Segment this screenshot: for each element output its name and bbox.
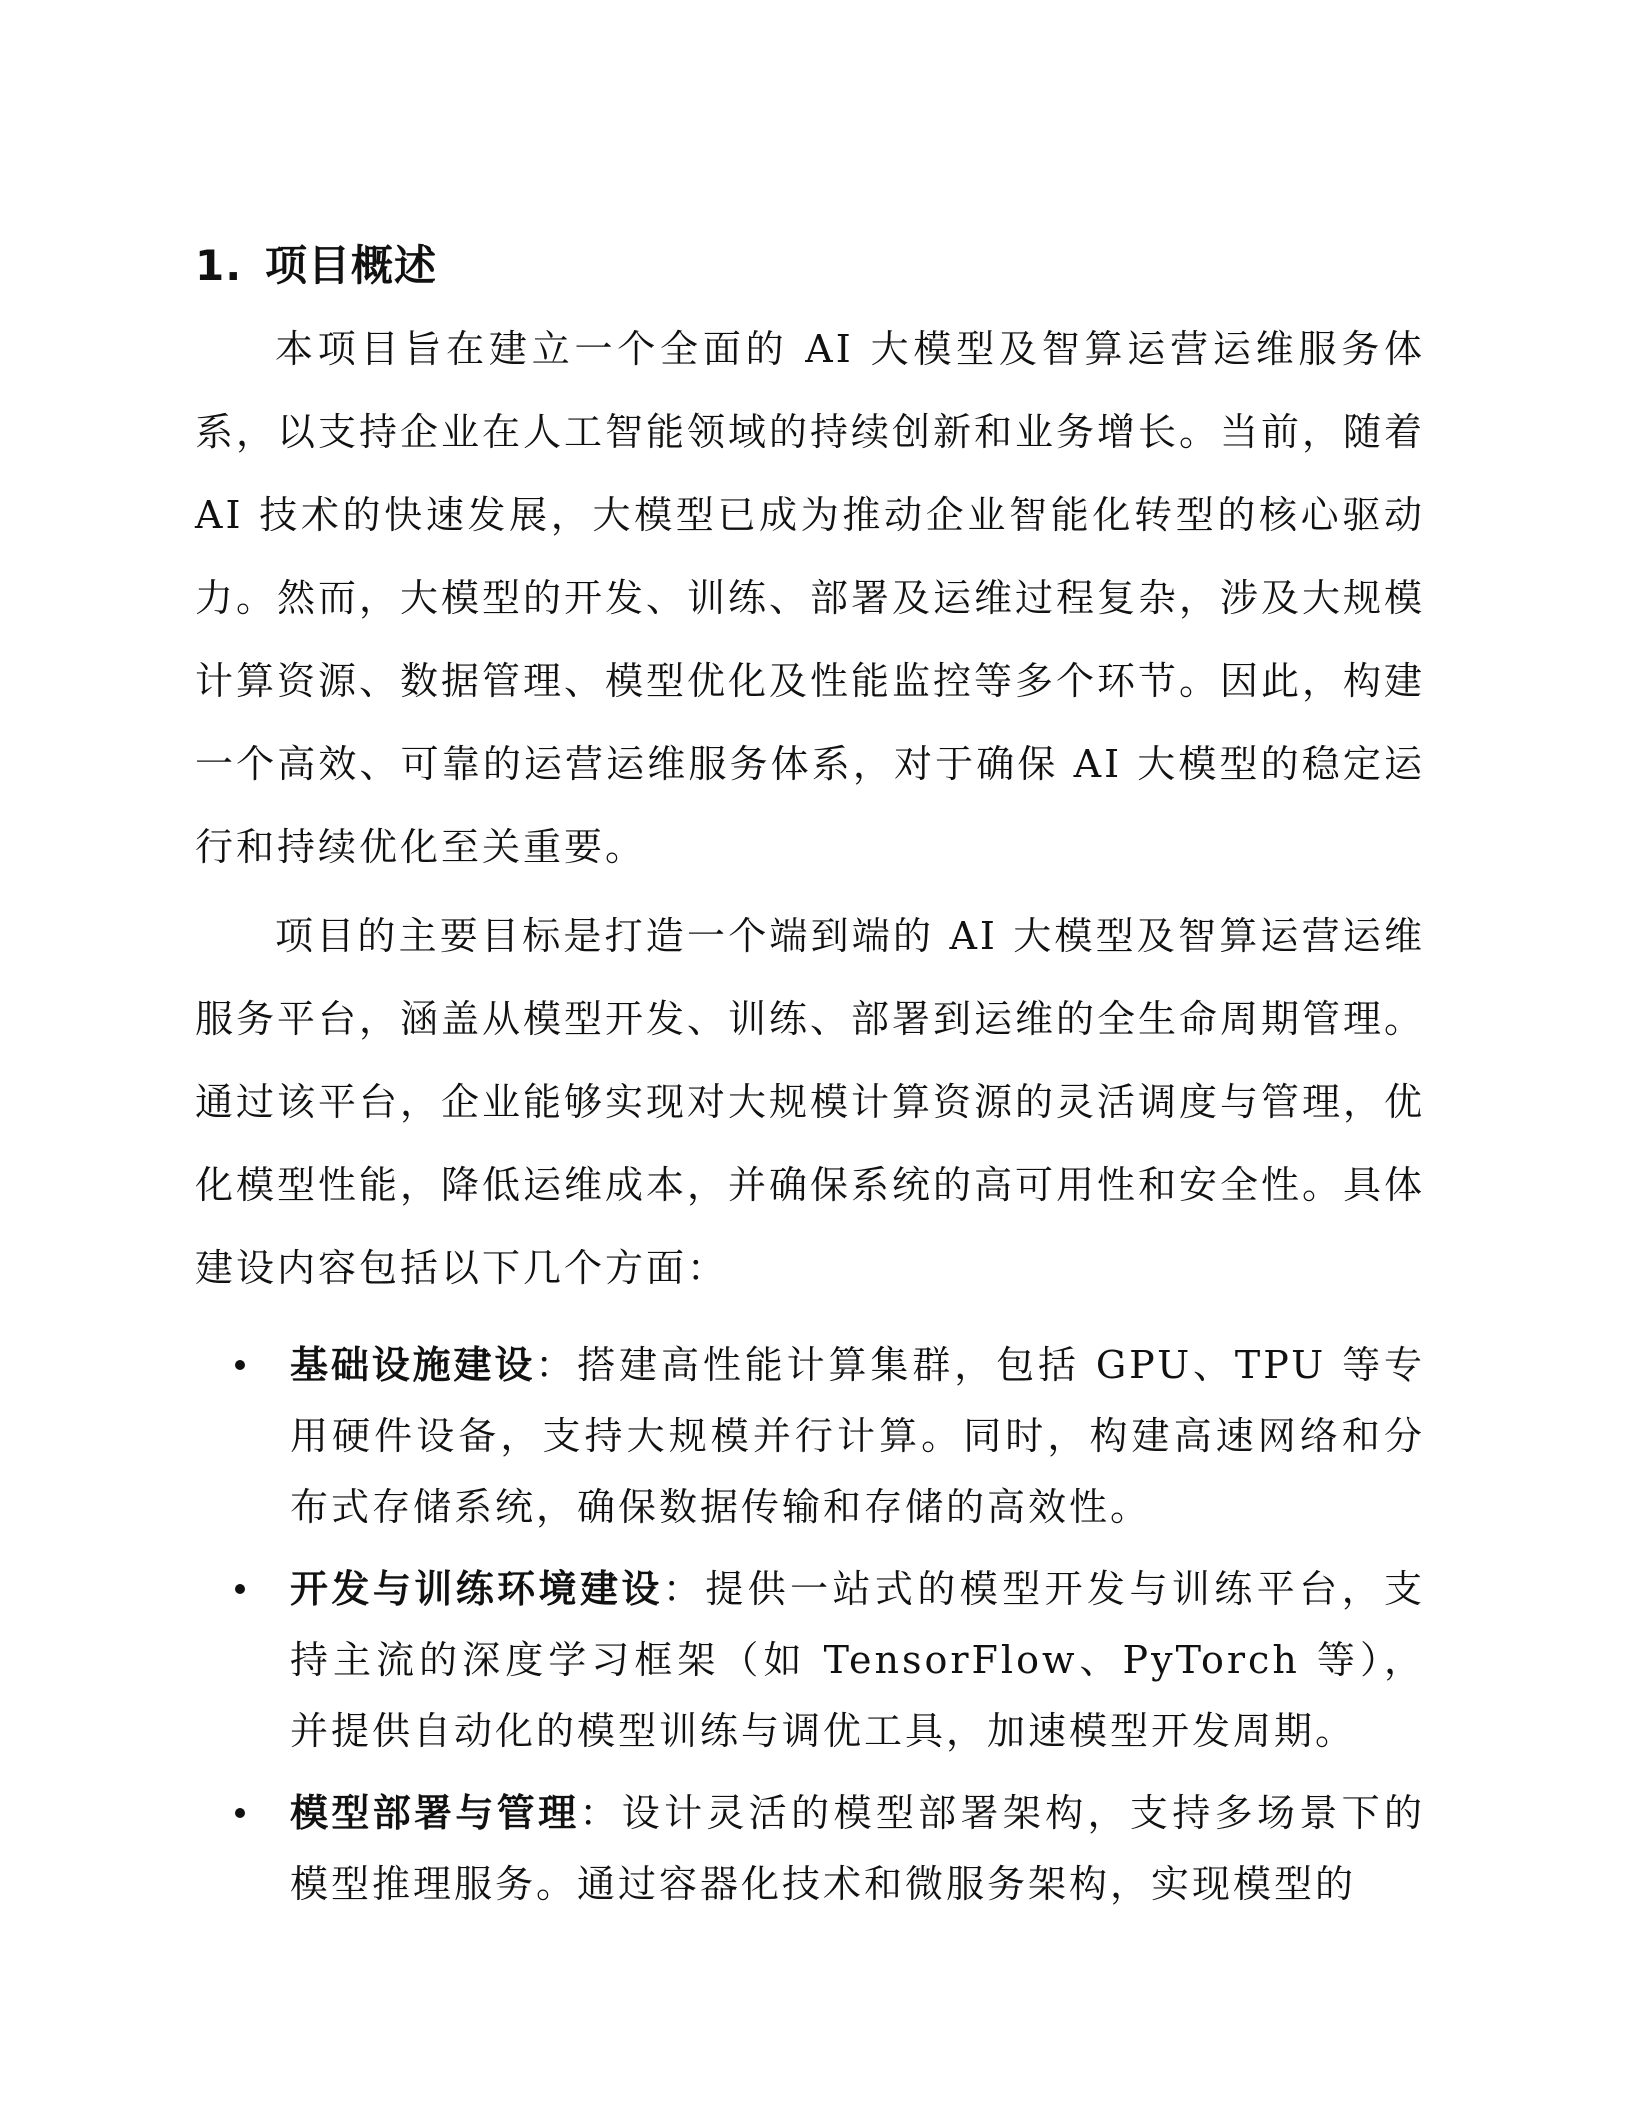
- bullet-term: 基础设施建设: [290, 1343, 536, 1387]
- bullet-text: ：设计灵活的模型部署架构，支持多场景下的模型推理服务。通过容器化技术和微服务架构，实现模型的: [290, 1791, 1425, 1906]
- list-item: [195, 1330, 1425, 1543]
- paragraph-2: 项目的主要目标是打造一个端到端的 AI 大模型及智算运营运维服务平台，涵盖从模型开发、训练、部署到运维的全生命周期管理。通过该平台，企业能够实现对大规模计算资源的灵活调度与管理，优化模型性能，降低运维成本，并确保系统的高可用性和安全性。具体建设内容包括以下几个方面：: [195, 914, 1426, 1290]
- bullet-term: 开发与训练环境建设: [290, 1567, 663, 1611]
- list-item: [195, 1554, 1425, 1767]
- bullet-text: ：提供一站式的模型开发与训练平台，支持主流的深度学习框架（如 TensorFlow、PyTorch 等），并提供自动化的模型训练与调优工具，加速模型开发周期。: [290, 1567, 1425, 1753]
- list-item: [195, 1778, 1425, 1920]
- section-heading: [195, 236, 1425, 296]
- bullet-term: 模型部署与管理: [290, 1791, 580, 1835]
- bullet-dot-icon: [235, 1584, 245, 1594]
- document-page: [195, 236, 1425, 1931]
- section-title: 项目概述: [265, 241, 438, 290]
- bullet-list: [195, 1330, 1425, 1920]
- bullet-dot-icon: [235, 1808, 245, 1818]
- section-number: 1.: [195, 241, 243, 290]
- bullet-text: ：搭建高性能计算集群，包括 GPU、TPU 等专用硬件设备，支持大规模并行计算。同时，构建高速网络和分布式存储系统，确保数据传输和存储的高效性。: [290, 1343, 1425, 1529]
- bullet-dot-icon: [235, 1360, 245, 1370]
- paragraph-1: 本项目旨在建立一个全面的 AI 大模型及智算运营运维服务体系，以支持企业在人工智能领域的持续创新和业务增长。当前，随着 AI 技术的快速发展，大模型已成为推动企业智能化转型的核心驱动力。然而，大模型的开发、训练、部署及运维过程复杂，涉及大规模计算资源、数据管理、模型优化及性能监控等多个环节。因此，构建一个高效、可靠的运营运维服务体系，对于确保 AI 大模型的稳定运行和持续优化至关重要。: [195, 327, 1426, 869]
